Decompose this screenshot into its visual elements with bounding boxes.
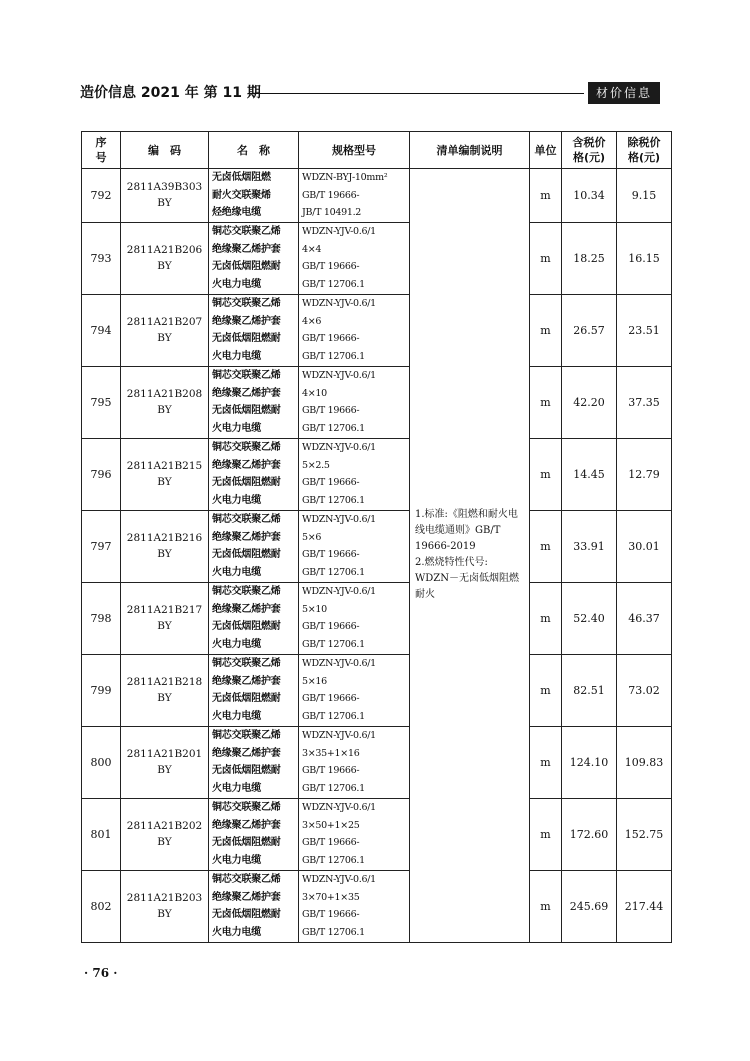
column-header-name: 名 称 [209,132,299,169]
cell-seq: 798 [82,582,121,654]
column-header-code: 编 码 [121,132,209,169]
column-header-seq: 序 号 [82,132,121,169]
cell-unit: m [530,798,562,870]
cell-net-price: 23.51 [617,294,672,366]
table-row [82,438,672,510]
cell-unit: m [530,366,562,438]
cell-tax-price: 10.34 [562,169,617,223]
cell-spec: WDZN-YJV-0.6/1 5×16 GB/T 19666- GB/T 12706.1 [299,654,410,726]
table-row [82,798,672,870]
cell-code: 2811A21B217 BY [121,582,209,654]
cell-code: 2811A21B201 BY [121,726,209,798]
column-header-net-price: 除税价 格(元) [617,132,672,169]
cell-seq: 799 [82,654,121,726]
cell-spec: WDZN-YJV-0.6/1 3×70+1×35 GB/T 19666- GB/T 12706.1 [299,870,410,942]
column-header-unit: 单位 [530,132,562,169]
cell-spec: WDZN-YJV-0.6/1 3×50+1×25 GB/T 19666- GB/T 12706.1 [299,798,410,870]
cell-net-price: 30.01 [617,510,672,582]
column-header-spec: 规格型号 [299,132,410,169]
table-body [82,169,672,943]
cell-seq: 802 [82,870,121,942]
cell-name: 铜芯交联聚乙烯 绝缘聚乙烯护套 无卤低烟阻燃耐 火电力电缆 [209,438,299,510]
cell-unit: m [530,582,562,654]
cell-spec: WDZN-YJV-0.6/1 5×6 GB/T 19666- GB/T 12706.1 [299,510,410,582]
cell-tax-price: 18.25 [562,222,617,294]
cell-code: 2811A39B303 BY [121,169,209,223]
cell-tax-price: 33.91 [562,510,617,582]
table-row [82,726,672,798]
cell-net-price: 37.35 [617,366,672,438]
cell-seq: 794 [82,294,121,366]
cell-unit: m [530,438,562,510]
cell-tax-price: 26.57 [562,294,617,366]
page-number: · 76 · [84,966,118,980]
cell-net-price: 9.15 [617,169,672,223]
cell-net-price: 46.37 [617,582,672,654]
cell-seq: 792 [82,169,121,223]
cell-name: 铜芯交联聚乙烯 绝缘聚乙烯护套 无卤低烟阻燃耐 火电力电缆 [209,654,299,726]
table-header-row [82,132,672,169]
cell-net-price: 73.02 [617,654,672,726]
cell-tax-price: 245.69 [562,870,617,942]
cell-seq: 793 [82,222,121,294]
table-row [82,222,672,294]
cell-unit: m [530,726,562,798]
cell-spec: WDZN-YJV-0.6/1 3×35+1×16 GB/T 19666- GB/T 12706.1 [299,726,410,798]
cell-name: 铜芯交联聚乙烯 绝缘聚乙烯护套 无卤低烟阻燃耐 火电力电缆 [209,366,299,438]
cell-name: 铜芯交联聚乙烯 绝缘聚乙烯护套 无卤低烟阻燃耐 火电力电缆 [209,726,299,798]
cell-code: 2811A21B216 BY [121,510,209,582]
cell-tax-price: 82.51 [562,654,617,726]
cell-tax-price: 42.20 [562,366,617,438]
cell-spec: WDZN-YJV-0.6/1 5×2.5 GB/T 19666- GB/T 12706.1 [299,438,410,510]
publication-title: 造价信息 2021 年 第 11 期 [80,85,261,101]
table-row [82,582,672,654]
cell-seq: 796 [82,438,121,510]
cell-code: 2811A21B206 BY [121,222,209,294]
cell-code: 2811A21B202 BY [121,798,209,870]
cell-name: 铜芯交联聚乙烯 绝缘聚乙烯护套 无卤低烟阻燃耐 火电力电缆 [209,582,299,654]
cell-spec: WDZN-YJV-0.6/1 5×10 GB/T 19666- GB/T 12706.1 [299,582,410,654]
cell-net-price: 217.44 [617,870,672,942]
column-header-tax-price: 含税价 格(元) [562,132,617,169]
cell-code: 2811A21B215 BY [121,438,209,510]
cell-name: 无卤低烟阻燃 耐火交联聚烯 烃绝缘电缆 [209,169,299,223]
cell-tax-price: 52.40 [562,582,617,654]
table-row [82,366,672,438]
cell-seq: 795 [82,366,121,438]
column-header-description: 清单编制说明 [410,132,530,169]
price-table [81,131,672,943]
cell-name: 铜芯交联聚乙烯 绝缘聚乙烯护套 无卤低烟阻燃耐 火电力电缆 [209,798,299,870]
cell-spec: WDZN-YJV-0.6/1 4×6 GB/T 19666- GB/T 12706.1 [299,294,410,366]
cell-net-price: 16.15 [617,222,672,294]
page-header [80,82,660,104]
cell-spec: WDZN-YJV-0.6/1 4×10 GB/T 19666- GB/T 12706.1 [299,366,410,438]
cell-code: 2811A21B207 BY [121,294,209,366]
cell-net-price: 109.83 [617,726,672,798]
table-row [82,870,672,942]
cell-description: 1.标准:《阻燃和耐火电线电缆通则》GB/T 19666-2019 2.燃烧特性代号: WDZN－无卤低烟阻燃耐火 [410,169,530,943]
table-row [82,169,672,223]
table-row [82,510,672,582]
table-row [82,294,672,366]
cell-code: 2811A21B218 BY [121,654,209,726]
cell-unit: m [530,294,562,366]
cell-name: 铜芯交联聚乙烯 绝缘聚乙烯护套 无卤低烟阻燃耐 火电力电缆 [209,294,299,366]
cell-spec: WDZN-YJV-0.6/1 4×4 GB/T 19666- GB/T 12706.1 [299,222,410,294]
cell-name: 铜芯交联聚乙烯 绝缘聚乙烯护套 无卤低烟阻燃耐 火电力电缆 [209,222,299,294]
cell-net-price: 12.79 [617,438,672,510]
cell-seq: 801 [82,798,121,870]
cell-seq: 797 [82,510,121,582]
cell-unit: m [530,510,562,582]
header-divider [248,93,584,94]
cell-code: 2811A21B208 BY [121,366,209,438]
table-row [82,654,672,726]
cell-name: 铜芯交联聚乙烯 绝缘聚乙烯护套 无卤低烟阻燃耐 火电力电缆 [209,510,299,582]
cell-code: 2811A21B203 BY [121,870,209,942]
cell-tax-price: 124.10 [562,726,617,798]
cell-name: 铜芯交联聚乙烯 绝缘聚乙烯护套 无卤低烟阻燃耐 火电力电缆 [209,870,299,942]
cell-spec: WDZN-BYJ-10mm² GB/T 19666- JB/T 10491.2 [299,169,410,223]
section-badge: 材价信息 [588,82,660,104]
cell-tax-price: 172.60 [562,798,617,870]
cell-seq: 800 [82,726,121,798]
cell-unit: m [530,169,562,223]
cell-unit: m [530,654,562,726]
cell-unit: m [530,222,562,294]
cell-tax-price: 14.45 [562,438,617,510]
cell-net-price: 152.75 [617,798,672,870]
cell-unit: m [530,870,562,942]
